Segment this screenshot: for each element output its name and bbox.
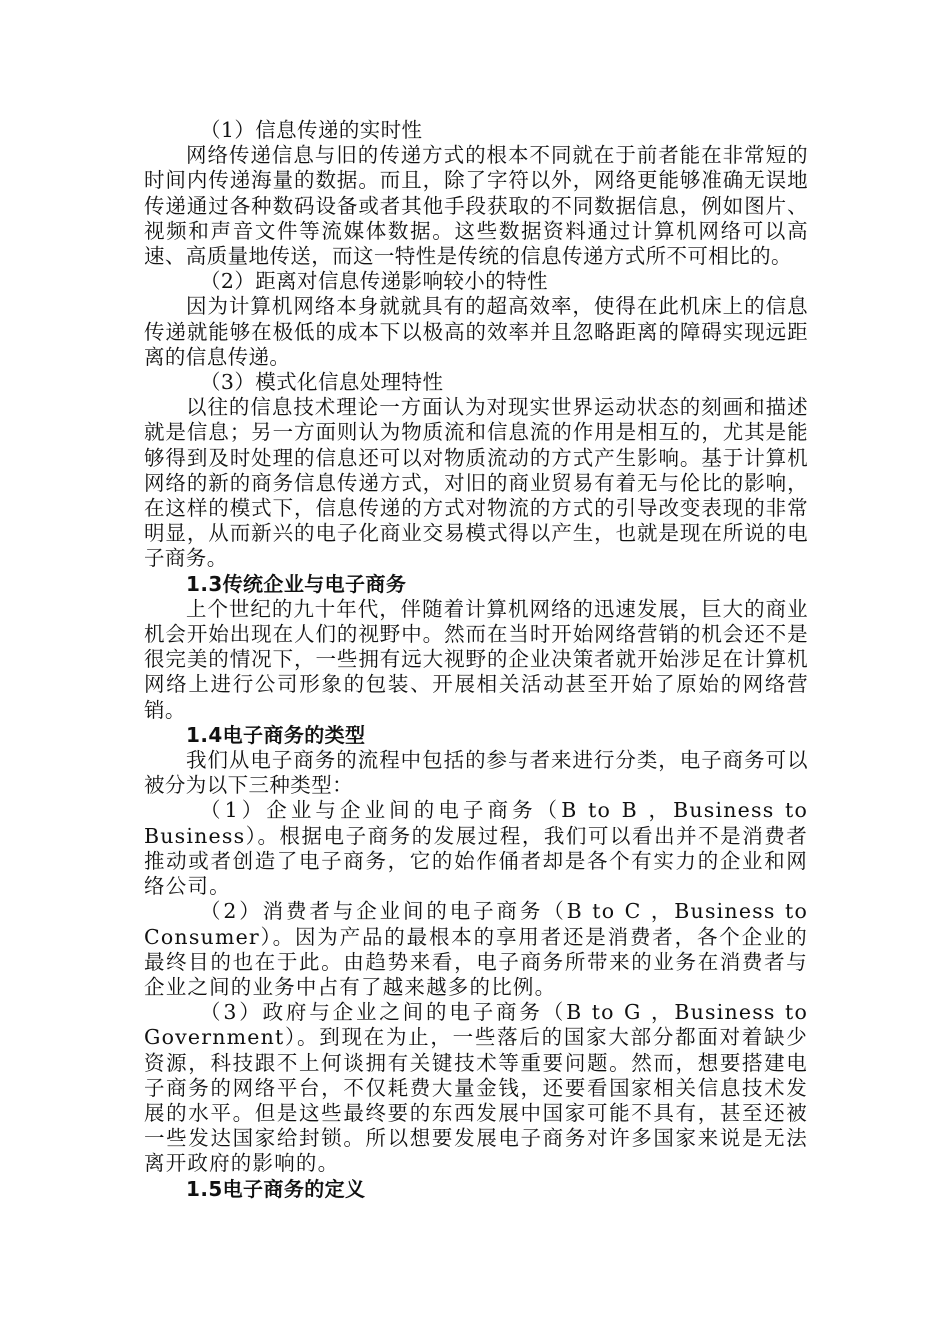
section-heading-1-4: 1.4电子商务的类型: [186, 722, 366, 747]
item-distance-heading: （2）距离对信息传递影响较小的特性: [200, 269, 548, 294]
item-realtime-heading: （1）信息传递的实时性: [200, 118, 423, 142]
paragraph-types-intro: 我们从电子商务的流程中包括的参与者来进行分类，电子商务可以被分为以下三种类型：: [144, 748, 808, 798]
paragraph-b2g: （3）政府与企业之间的电子商务（B to G ，Business to Government）。到现在为止，一些落后的国家大部分都面对着缺少资源，科技跟不上何谈拥有关键技术等重要问题。然而，想要搭建电子商务的网络平台，不仅耗费大量金钱，还要看国家相关信息技术发展的水平。但是这些最终要的东西发展中国家可能不具有，甚至还被一些发达国家给封锁。所以想要发展电子商务对许多国家来说是无法离开政府的影响的。: [144, 1000, 808, 1176]
paragraph-pattern: 以往的信息技术理论一方面认为对现实世界运动状态的刻画和描述就是信息；另一方面则认为物质流和信息流的作用是相互的，尤其是能够得到及时处理的信息还可以对物质流动的方式产生影响。基于计算机网络的新的商务信息传递方式，对旧的商业贸易有着无与伦比的影响，在这样的模式下，信息传递的方式对物流的方式的引导改变表现的非常明显，从而新兴的电子化商业交易模式得以产生，也就是现在所说的电子商务。: [144, 395, 808, 571]
paragraph-distance: 因为计算机网络本身就就具有的超高效率，使得在此机床上的信息传递就能够在极低的成本下以极高的效率并且忽略距离的障碍实现远距离的信息传递。: [144, 294, 808, 369]
document-page: [144, 118, 808, 1202]
section-heading-1-5: 1.5电子商务的定义: [186, 1176, 366, 1201]
paragraph-realtime: 网络传递信息与旧的传递方式的根本不同就在于前者能在非常短的时间内传递海量的数据。而且，除了字符以外，网络更能够准确无误地传递通过各种数码设备或者其他手段获取的不同数据信息，例如图片、视频和声音文件等流媒体数据。这些数据资料通过计算机网络可以高速、高质量地传送，而这一特性是传统的信息传递方式所不可相比的。: [144, 143, 808, 269]
section-heading-1-3: 1.3传统企业与电子商务: [186, 571, 407, 596]
paragraph-traditional-enterprise: 上个世纪的九十年代，伴随着计算机网络的迅速发展，巨大的商业机会开始出现在人们的视野中。然而在当时开始网络营销的机会还不是很完美的情况下，一些拥有远大视野的企业决策者就开始涉足在计算机网络上进行公司形象的包装、开展相关活动甚至开始了原始的网络营销。: [144, 596, 808, 722]
paragraph-b2b: （1）企业与企业间的电子商务（B to B ，Business to Business）。根据电子商务的发展过程，我们可以看出并不是消费者推动或者创造了电子商务，它的始作俑者却是各个有实力的企业和网络公司。: [144, 798, 808, 899]
item-pattern-heading: （3）模式化信息处理特性: [200, 370, 444, 395]
paragraph-b2c: （2）消费者与企业间的电子商务（B to C ，Business to Consumer）。因为产品的最根本的享用者还是消费者，各个企业的最终目的也在于此。由趋势来看，电子商务所带来的业务在消费者与企业之间的业务中占有了越来越多的比例。: [144, 899, 808, 999]
